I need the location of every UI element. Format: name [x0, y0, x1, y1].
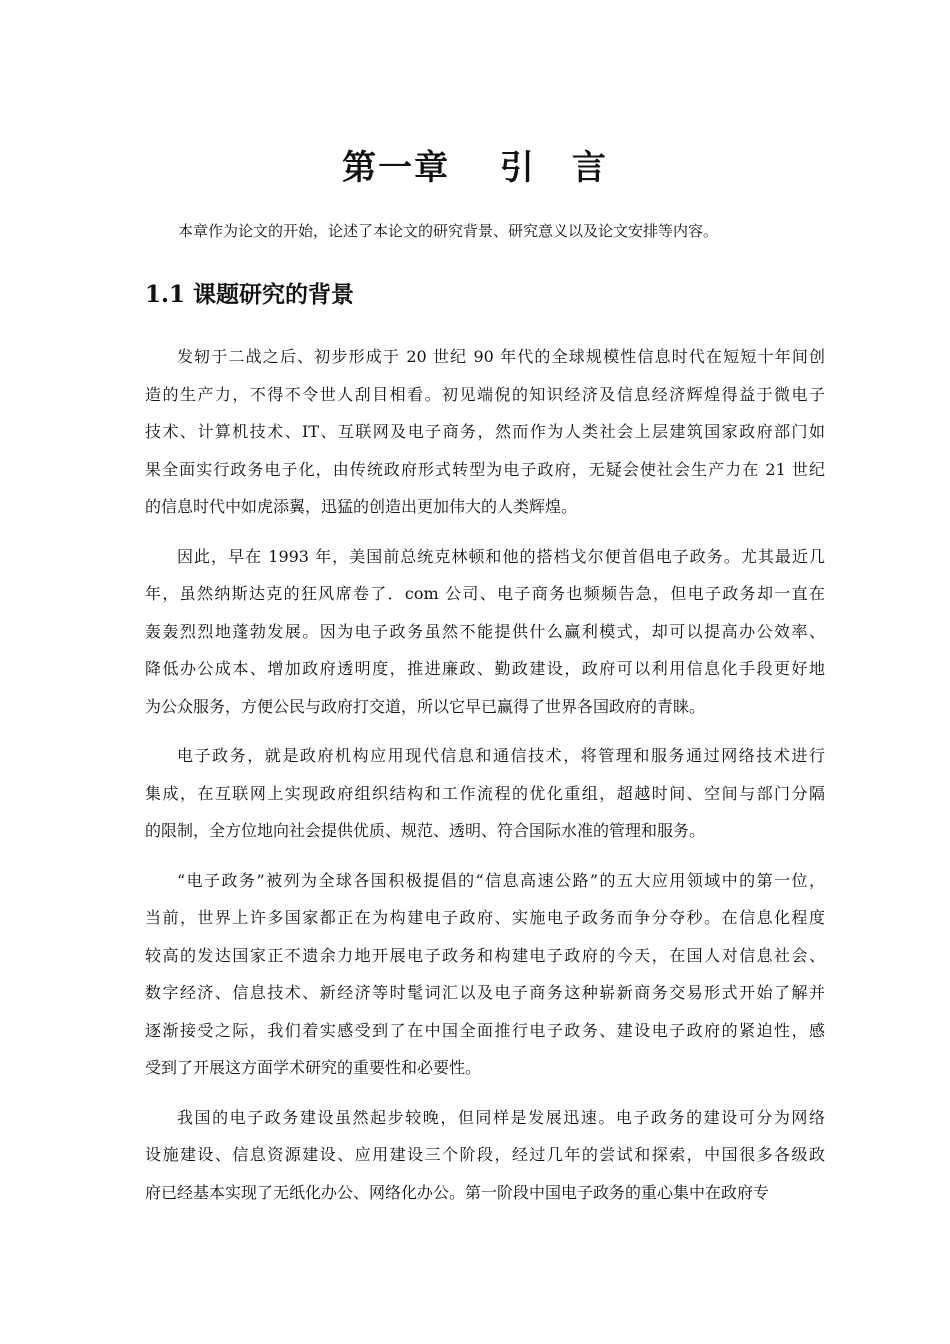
paragraph-line: 技术、计算机技术、IT、互联网及电子商务，然而作为人类社会上层建筑国家政府部门如 — [145, 422, 825, 441]
paragraph-line: 年，虽然纳斯达克的狂风席卷了．com 公司、电子商务也频频告急，但电子政务却一直在 — [145, 584, 825, 603]
paragraph — [145, 1099, 825, 1212]
paragraph-line: 逐渐接受之际，我们着实感受到了在中国全面推行电子政务、建设电子政府的紧迫性，感 — [145, 1020, 825, 1040]
paragraph-line: 我国的电子政务建设虽然起步较晚，但同样是发展迅速。电子政务的建设可分为网络 — [177, 1107, 825, 1127]
paragraph-line: 的限制，全方位地向社会提供优质、规范、透明、符合国际水准的管理和服务。 — [145, 821, 706, 840]
chapter-title: 第一章 引 言 — [342, 148, 608, 188]
paragraph-line: 数字经济、信息技术、新经济等时髦词汇以及电子商务这种崭新商务交易形式开始了解并 — [145, 983, 825, 1002]
paragraph — [145, 538, 825, 726]
paragraph-line: 电子政务，就是政府机构应用现代信息和通信技术，将管理和服务通过网络技术进行 — [177, 746, 825, 765]
paragraph-line: 集成，在互联网上实现政府组织结构和工作流程的优化重组，超越时间、空间与部门分隔 — [145, 783, 825, 803]
paragraph-line: 府已经基本实现了无纸化办公、网络化办公。第一阶段中国电子政务的重心集中在政府专 — [145, 1182, 770, 1202]
paragraph-line: 降低办公成本、增加政府透明度，推进廉政、勤政建设，政府可以利用信息化手段更好地 — [145, 659, 825, 678]
paragraph — [145, 862, 825, 1087]
paragraph-line: 受到了开展这方面学术研究的重要性和必要性。 — [145, 1058, 482, 1077]
body-text — [145, 338, 825, 1223]
paragraph-line: 为公众服务，方便公民与政府打交道，所以它早已赢得了世界各国政府的青睐。 — [145, 696, 706, 716]
paragraph-line: 发轫于二战之后、初步形成于 20 世纪 90 年代的全球规模性信息时代在短短十年间创 — [177, 347, 825, 366]
paragraph-line: 设施建设、信息资源建设、应用建设三个阶段，经过几年的尝试和探索，中国很多各级政 — [145, 1145, 825, 1164]
paragraph-line: 轰轰烈烈地蓬勃发展。因为电子政务虽然不能提供什么赢利模式，却可以提高办公效率、 — [145, 621, 825, 641]
paragraph-line: 果全面实行政务电子化，由传统政府形式转型为电子政府，无疑会使社会生产力在 21 世纪 — [145, 459, 825, 479]
paragraph-line: 当前，世界上许多国家都正在为构建电子政府、实施电子政务而争分夺秒。在信息化程度 — [145, 908, 825, 927]
paragraph — [145, 737, 825, 850]
section-heading: 1.1 课题研究的背景 — [145, 281, 355, 308]
paragraph-line: 因此，早在 1993 年，美国前总统克林顿和他的搭档戈尔便首倡电子政务。尤其最近几 — [177, 546, 825, 566]
paragraph-line: 较高的发达国家正不遗余力地开展电子政务和构建电子政府的今天，在国人对信息社会、 — [145, 945, 825, 965]
paragraph-line: 的信息时代中如虎添翼，迅猛的创造出更加伟大的人类辉煌。 — [145, 497, 578, 516]
chapter-intro: 本章作为论文的开始，论述了本论文的研究背景、研究意义以及论文安排等内容。 — [178, 222, 719, 240]
paragraph — [145, 338, 825, 526]
paragraph-line: “电子政务”被列为全球各国积极提倡的“信息高速公路”的五大应用领域中的第一位， — [177, 870, 825, 890]
paragraph-line: 造的生产力，不得不令世人刮目相看。初见端倪的知识经济及信息经济辉煌得益于微电子 — [145, 384, 825, 404]
